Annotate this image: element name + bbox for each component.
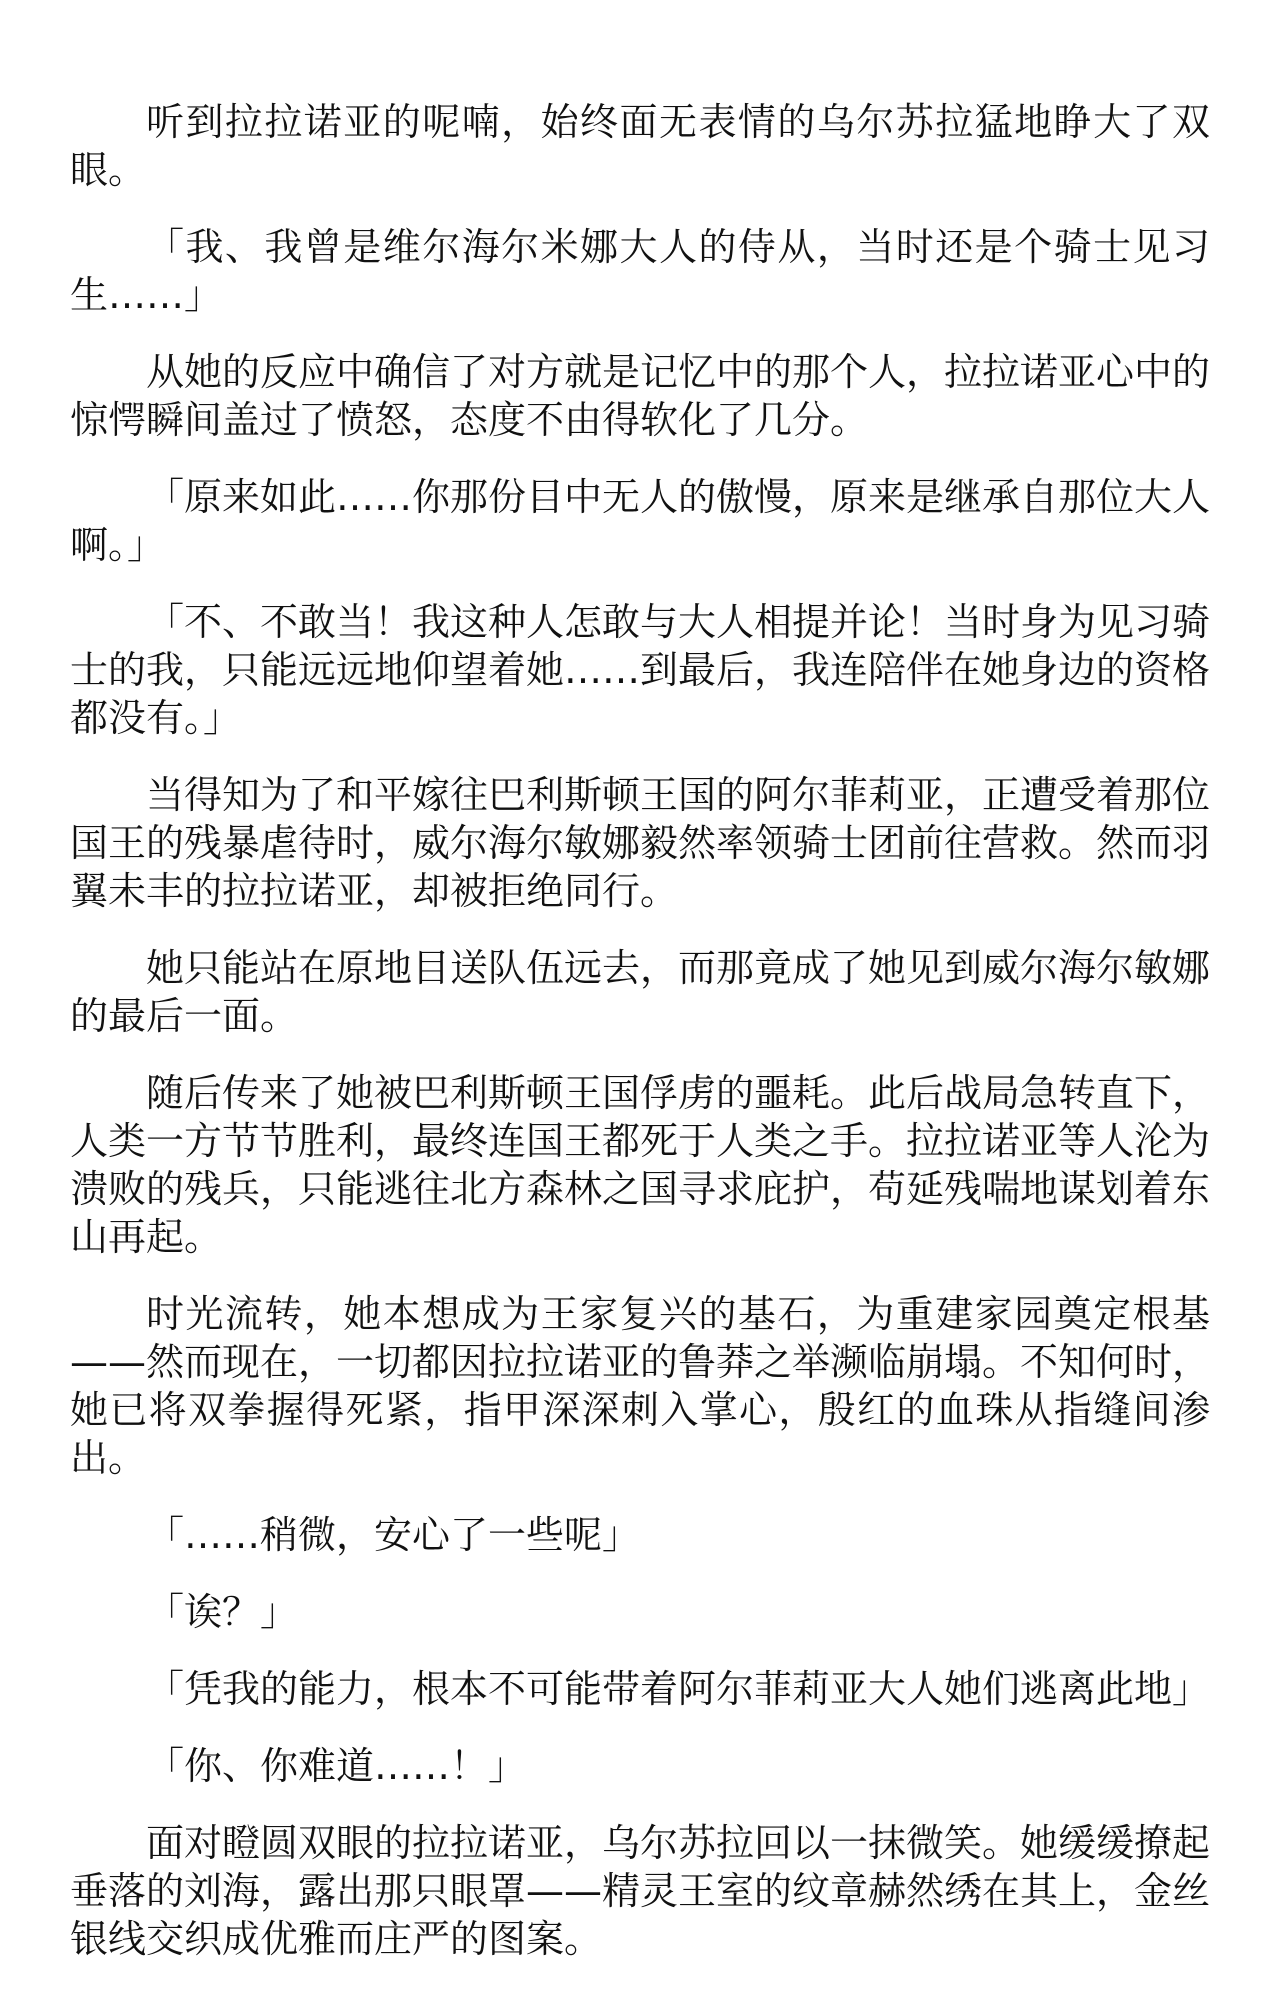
paragraph: 「原来如此……你那份目中无人的傲慢，原来是继承自那位大人啊。」 bbox=[70, 475, 1211, 567]
paragraph: 她只能站在原地目送队伍远去，而那竟成了她见到威尔海尔敏娜的最后一面。 bbox=[70, 946, 1211, 1038]
paragraph: 当得知为了和平嫁往巴利斯顿王国的阿尔菲莉亚，正遭受着那位国王的残暴虐待时，威尔海尔敏娜毅然率领骑士团前往营救。然而羽翼未丰的拉拉诺亚，却被拒绝同行。 bbox=[70, 773, 1211, 913]
paragraph: 面对瞪圆双眼的拉拉诺亚，乌尔苏拉回以一抹微笑。她缓缓撩起垂落的刘海，露出那只眼罩——精灵王室的纹章赫然绣在其上，金丝银线交织成优雅而庄严的图案。 bbox=[70, 1821, 1211, 1961]
paragraph: 「诶？」 bbox=[146, 1590, 299, 1634]
paragraph: 时光流转，她本想成为王家复兴的基石，为重建家园奠定根基——然而现在，一切都因拉拉诺亚的鲁莽之举濒临崩塌。不知何时，她已将双拳握得死紧，指甲深深刺入掌心，殷红的血珠从指缝间渗出。 bbox=[70, 1292, 1211, 1480]
paragraph: 「……稍微，安心了一些呢」 bbox=[146, 1513, 641, 1557]
paragraph: 听到拉拉诺亚的呢喃，始终面无表情的乌尔苏拉猛地睁大了双眼。 bbox=[70, 100, 1210, 192]
paragraph: 「凭我的能力，根本不可能带着阿尔菲莉亚大人她们逃离此地」 bbox=[146, 1667, 1211, 1711]
paragraph: 「我、我曾是维尔海尔米娜大人的侍从，当时还是个骑士见习生……」 bbox=[70, 225, 1210, 317]
paragraph: 从她的反应中确信了对方就是记忆中的那个人，拉拉诺亚心中的惊愕瞬间盖过了愤怒，态度不由得软化了几分。 bbox=[70, 350, 1211, 442]
paragraph: 随后传来了她被巴利斯顿王国俘虏的噩耗。此后战局急转直下，人类一方节节胜利，最终连国王都死于人类之手。拉拉诺亚等人沦为溃败的残兵，只能逃往北方森林之国寻求庇护，苟延残喘地谋划着东山再起。 bbox=[70, 1071, 1211, 1259]
text-body bbox=[70, 98, 1210, 1992]
paragraph: 「你、你难道……！」 bbox=[146, 1744, 527, 1788]
paragraph: 「不、不敢当！我这种人怎敢与大人相提并论！当时身为见习骑士的我，只能远远地仰望着她……到最后，我连陪伴在她身边的资格都没有。」 bbox=[70, 600, 1211, 740]
